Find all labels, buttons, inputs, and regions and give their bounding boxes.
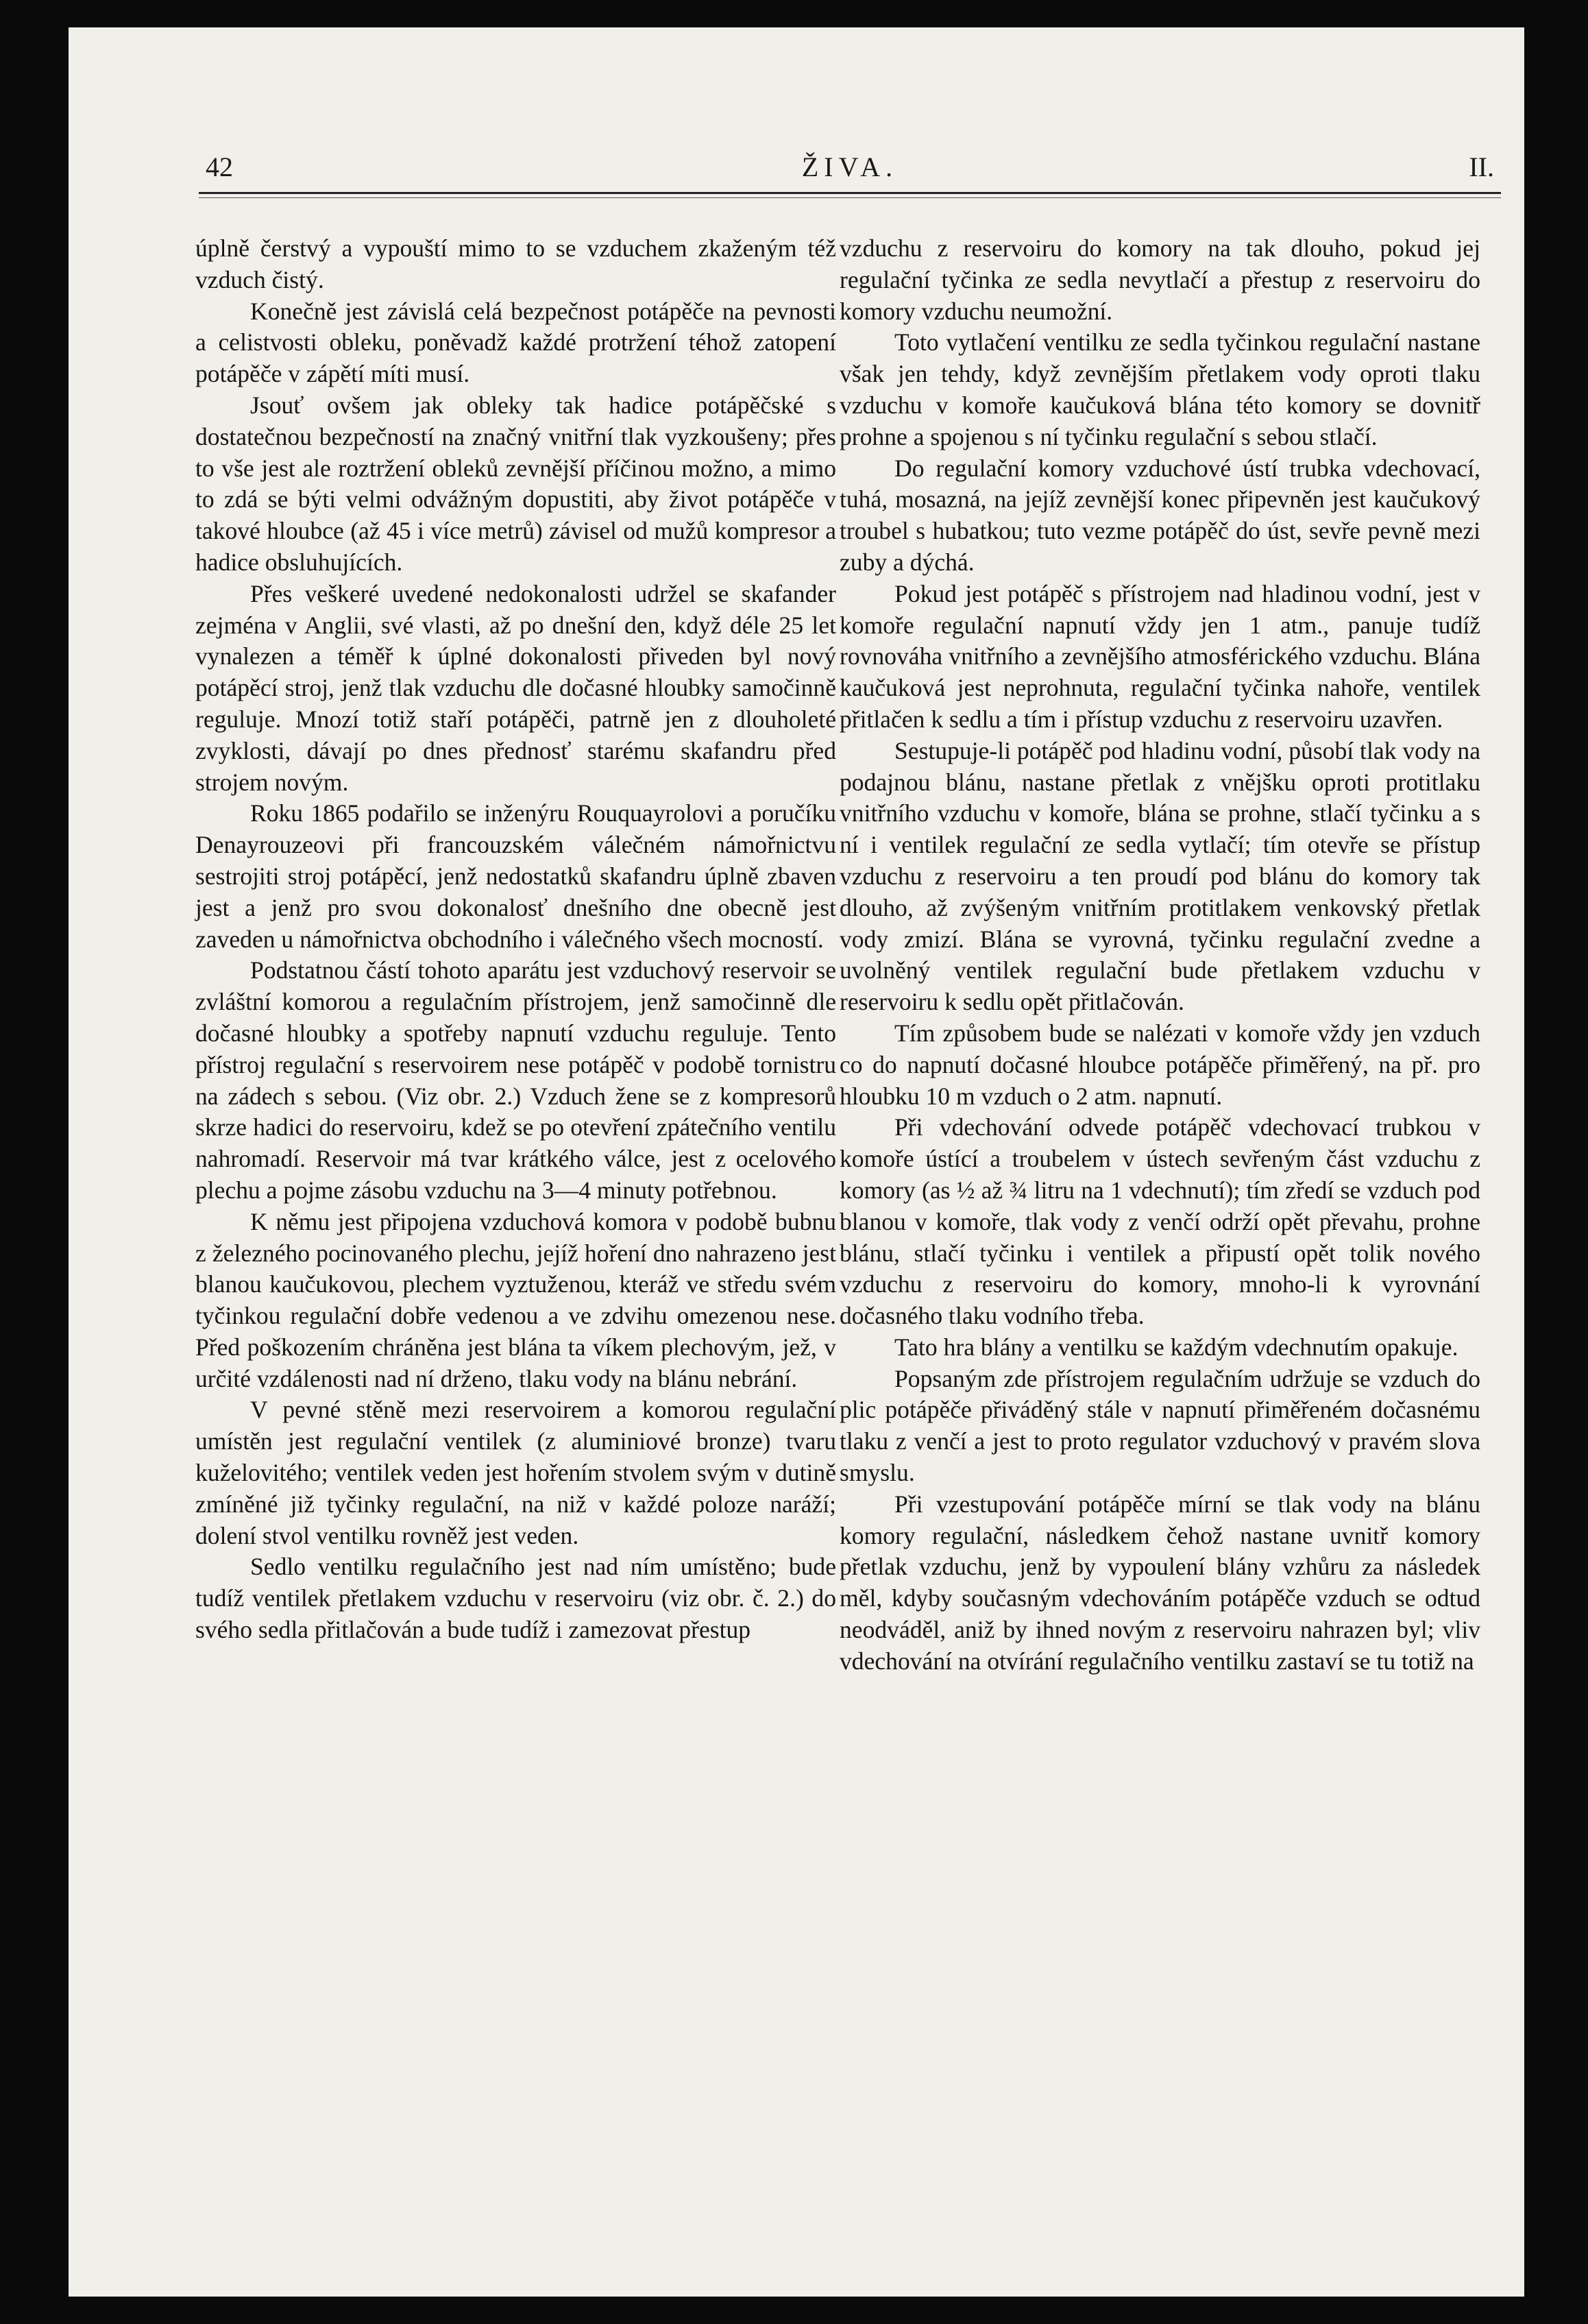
header-rule-thin	[199, 197, 1501, 198]
paragraph: Sestupuje-li potápěč pod hladinu vodní, působí tlak vody na podajnou blánu, nastane přetlak z vnějšku oproti protitlaku vnitřního vzduchu v komoře, blána se prohne, stlačí tyčinku a s ní i ventilek regulační ze sedla vytlačí; tím otevře se přístup vzduchu z reservoiru a ten proudí pod blánu do komory tak dlouho, až zvýšeným vnitřním protitlakem venkovský přetlak vody zmizí. Blána se vyrovná, tyčinku regulační zvedne a uvolněný ventilek regulační bude přetlakem vzduchu v reservoiru k sedlu opět přitlačován.	[840, 736, 1480, 1016]
paragraph: Přes veškeré uvedené nedokonalosti udržel se skafander zejména v Anglii, své vlasti, až po dnešní den, když déle 25 let vynalezen a téměř k úplné dokonalosti přiveden byl nový potápěcí stroj, jenž tlak vzduchu dle dočasné hloubky samočinně reguluje. Mnozí totiž staří potápěči, patrně jen z dlouholeté zvyklosti, dávají po dnes přednosť starému skafandru před strojem novým.	[195, 579, 836, 796]
paragraph: Při vdechování odvede potápěč vdechovací trubkou v komoře ústící a troubelem v ústech sevřeným část vzduchu z komory (as ½ až ¾ litru na 1 vdechnutí); tím zředí se vzduch pod blanou v komoře, tlak vody z venčí održí opět převahu, prohne blánu, stlačí tyčinku i ventilek a připustí opět tolik nového vzduchu z reservoiru do komory, mnoho-li k vyrovnání dočasného tlaku vodního třeba.	[840, 1113, 1480, 1330]
paragraph: Do regulační komory vzduchové ústí trubka vdechovací, tuhá, mosazná, na jejíž zevnější konec připevněn jest kaučukový troubel s hubatkou; tuto vezme potápěč do úst, sevře pevně mezi zuby a dýchá.	[840, 454, 1480, 576]
header-rule	[199, 192, 1501, 194]
right-column	[840, 233, 1480, 1678]
paragraph: Pokud jest potápěč s přístrojem nad hladinou vodní, jest v komoře regulační napnutí vždy jen 1 atm., panuje tudíž rovnováha vnitřního a zevnějšího atmosférického vzduchu. Blána kaučuková jest neprohnuta, regulační tyčinka nahoře, ventilek přitlačen k sedlu a tím i přístup vzduchu z reservoiru uzavřen.	[840, 579, 1480, 733]
paragraph: K němu jest připojena vzduchová komora v podobě bubnu z železného pocinovaného plechu, jejíž hoření dno nahrazeno jest blanou kaučukovou, plechem vyztuženou, kteráž ve středu svém tyčinkou regulační dobře vedenou a ve zdvihu omezenou nese. Před poškozením chráněna jest blána ta víkem plechovým, jež, v určité vzdálenosti nad ní drženo, tlaku vody na blánu nebrání.	[195, 1207, 836, 1392]
paragraph: Popsaným zde přístrojem regulačním udržuje se vzduch do plic potápěče přiváděný stále v napnutí přiměřeném dočasnému tlaku z venčí a jest to proto regulator vzduchový v pravém slova smyslu.	[840, 1364, 1480, 1487]
page-header	[206, 144, 1494, 192]
paragraph: V pevné stěně mezi reservoirem a komorou regulační umístěn jest regulační ventilek (z aluminiové bronze) tvaru kuželovitého; ventilek veden jest hořením stvolem svým v dutině zmíněné již tyčinky regulační, na niž v každé poloze naráží; dolení stvol ventilku rovněž jest veden.	[195, 1396, 836, 1549]
paragraph: úplně čerstvý a vypouští mimo to se vzduchem zkaženým též vzduch čistý.	[195, 234, 836, 293]
paragraph: vzduchu z reservoiru do komory na tak dlouho, pokud jej regulační tyčinka ze sedla nevytlačí a přestup z reservoiru do komory vzduchu neumožní.	[840, 234, 1480, 325]
left-column	[195, 233, 836, 1646]
paragraph: Podstatnou částí tohoto aparátu jest vzduchový reservoir se zvláštní komorou a regulačním přístrojem, jenž samočinně dle dočasné hloubky a spotřeby napnutí vzduchu reguluje. Tento přístroj regulační s reservoirem nese potápěč v podobě tornistru na zádech s sebou. (Viz obr. 2.) Vzduch žene se z kompresorů skrze hadici do reservoiru, kdež se po otevření zpátečního ventilu nahromadí. Reservoir má tvar krátkého válce, jest z ocelového plechu a pojme zásobu vzduchu na 3—4 minuty potřebnou.	[195, 956, 836, 1204]
paragraph: Sedlo ventilku regulačního jest nad ním umístěno; bude tudíž ventilek přetlakem vzduchu v reservoiru (viz obr. č. 2.) do svého sedla přitlačován a bude tudíž i zamezovat přestup	[195, 1553, 836, 1644]
paragraph: Při vzestupování potápěče mírní se tlak vody na blánu komory regulační, následkem čehož nastane uvnitř komory přetlak vzduchu, jenž by vypoulení blány vzhůru za následek měl, kdyby současným vdechováním potápěče vzduch se odtud neodváděl, aniž by ihned novým z reservoiru nahrazen byl; vliv vdechování na otvírání regulačního ventilku zastaví se tu totiž na	[840, 1490, 1480, 1675]
paragraph: Konečně jest závislá celá bezpečnost potápěče na pevnosti a celistvosti obleku, poněvadž každé protržení téhož zatopení potápěče v zápětí míti musí.	[195, 297, 836, 388]
scanned-page	[69, 27, 1524, 2297]
paragraph: Tato hra blány a ventilku se každým vdechnutím opakuje.	[894, 1333, 1458, 1361]
paragraph: Jsouť ovšem jak obleky tak hadice potápěčské s dostatečnou bezpečností na značný vnitřní tlak vyzkoušeny; přes to vše jest ale roztržení obleků zevnější příčinou možno, a mimo to zdá se býti velmi odvážným dopustiti, aby život potápěče v takové hloubce (až 45 i více metrů) závisel od mužů kompresor a hadice obsluhujících.	[195, 391, 836, 576]
volume-number: II.	[1469, 152, 1494, 182]
paragraph: Roku 1865 podařilo se inženýru Rouquayrolovi a poručíku Denayrouzeovi při francouzském válečném námořnictvu sestrojiti stroj potápěcí, jenž nedostatků skafandru úplně zbaven jest a jenž pro svou dokonalosť dnešního dne obecně jest zaveden u námořnictva obchodního i válečného všech mocností.	[195, 799, 836, 953]
page-number: 42	[206, 152, 233, 182]
paragraph: Tím způsobem bude se nalézati v komoře vždy jen vzduch co do napnutí dočasné hloubce potápěče přiměřený, na př. pro hloubku 10 m vzduch o 2 atm. napnutí.	[840, 1019, 1480, 1110]
paragraph: Toto vytlačení ventilku ze sedla tyčinkou regulační nastane však jen tehdy, když zevnějším přetlakem vody oproti tlaku vzduchu v komoře kaučuková blána této komory se dovnitř prohne a spojenou s ní tyčinku regulační s sebou stlačí.	[840, 328, 1480, 450]
journal-title: ŽIVA.	[801, 152, 899, 182]
